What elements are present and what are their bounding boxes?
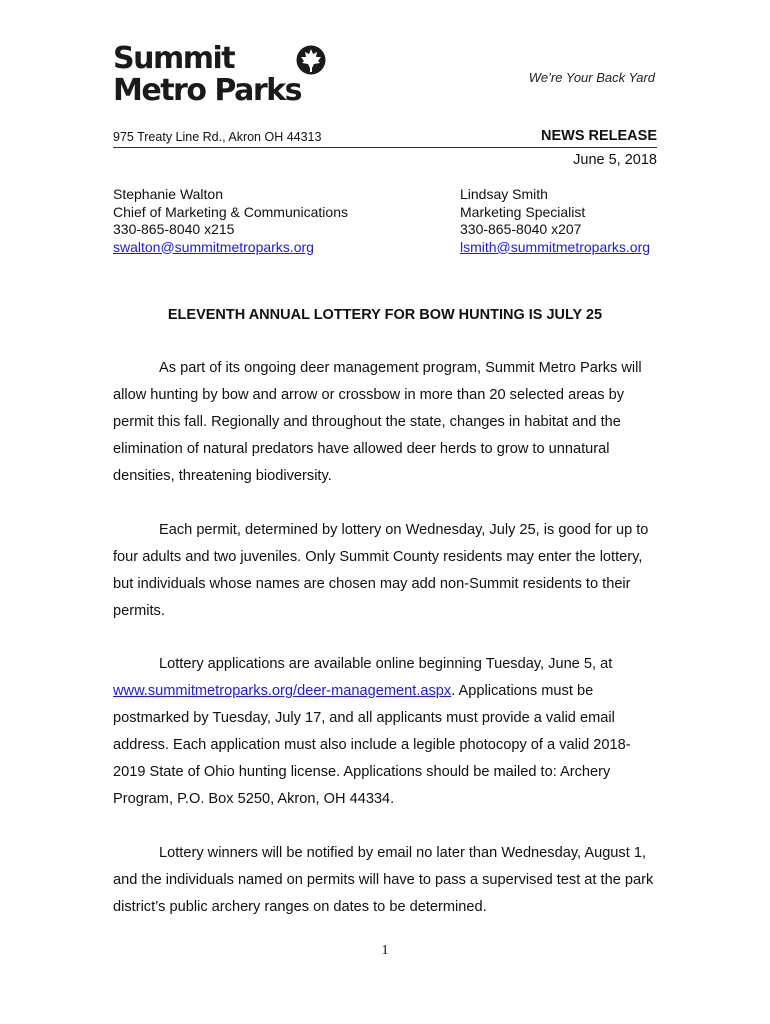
paragraph-text: Each permit, determined by lottery on Wednesday, July 25, is good for up to four adults and two juveniles. Only Summit County residents may enter the lottery, but individuals whose names are chosen may add non-Summit residents to their permits. — [113, 522, 649, 619]
paragraph-text: Lottery winners will be notified by email no later than Wednesday, August 1, and the individuals named on permits will have to pass a supervised test at the park district’s public archery ranges on dates to be determined. — [113, 845, 654, 915]
body-paragraph — [113, 517, 661, 625]
paragraph-text: . Applications must be postmarked by Tuesday, July 17, and all applicants must provide a valid email address. Each application must also include a legible photocopy of a valid 2018-2019 State of Ohio hunting license. Applications should be mailed to: Archery Program, P.O. Box 5250, Akron, OH 44334. — [113, 683, 631, 807]
deer-management-link[interactable]: www.summitmetroparks.org/deer-management.aspx — [113, 683, 452, 699]
contact-name: Stephanie Walton — [113, 186, 223, 202]
body-paragraph — [113, 355, 661, 490]
header-divider — [113, 147, 657, 148]
summit-metro-parks-logo — [113, 41, 353, 110]
page-number: 1 — [381, 943, 389, 958]
paragraph-text: As part of its ongoing deer management program, Summit Metro Parks will allow hunting by bow and arrow or crossbow in more than 20 selected areas by permit this fall. Regionally and throughout the state, changes in habitat and the elimination of natural predators have allowed deer herds to grow to unnatural densities, threatening biodiversity. — [113, 360, 642, 484]
body-paragraph — [113, 840, 661, 921]
contact-block — [113, 186, 348, 256]
maple-leaf-icon — [295, 44, 327, 76]
logo-text-metro-parks: Metro Parks — [113, 73, 301, 108]
contact-email-link[interactable]: lsmith@summitmetroparks.org — [460, 238, 651, 255]
contact-phone: 330-865-8040 x215 — [113, 221, 235, 237]
paragraph-text: Lottery applications are available online beginning Tuesday, June 5, at — [159, 656, 613, 672]
contact-phone: 330-865-8040 x207 — [460, 221, 582, 237]
news-release-label: NEWS RELEASE — [540, 128, 657, 144]
logo-text-summit: Summit — [113, 41, 235, 76]
address: 975 Treaty Line Rd., Akron OH 44313 — [113, 130, 322, 144]
body-paragraph — [113, 651, 661, 813]
release-date: June 5, 2018 — [573, 152, 657, 168]
contact-title: Marketing Specialist — [460, 203, 586, 220]
contact-email-link[interactable]: swalton@summitmetroparks.org — [113, 238, 314, 255]
contact-name: Lindsay Smith — [460, 186, 548, 202]
contact-block — [460, 186, 650, 256]
tagline: We’re Your Back Yard — [528, 70, 655, 85]
headline: ELEVENTH ANNUAL LOTTERY FOR BOW HUNTING IS JULY 25 — [167, 307, 603, 323]
contact-title: Chief of Marketing & Communications — [113, 203, 348, 220]
